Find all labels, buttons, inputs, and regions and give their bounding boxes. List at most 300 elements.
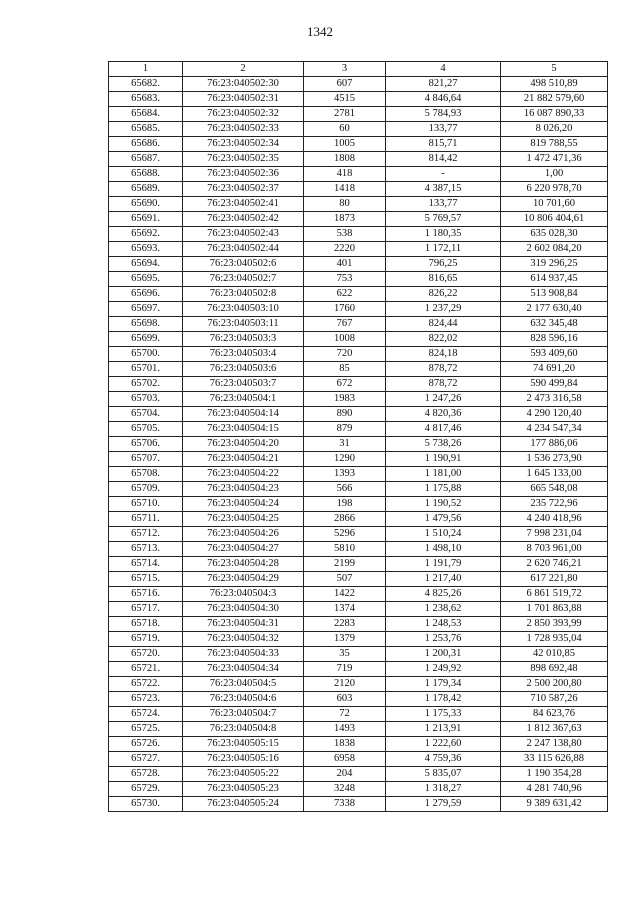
table-cell: 65700. (109, 347, 183, 362)
table-cell: 4 387,15 (386, 182, 501, 197)
table-cell: 753 (304, 272, 386, 287)
table-row (109, 497, 608, 512)
table-cell: 42 010,85 (501, 647, 608, 662)
table-cell: 65684. (109, 107, 183, 122)
table-cell: 65724. (109, 707, 183, 722)
table-cell: 2120 (304, 677, 386, 692)
table-cell: 1 175,33 (386, 707, 501, 722)
table-cell: 890 (304, 407, 386, 422)
table-row (109, 212, 608, 227)
table-row (109, 632, 608, 647)
table-cell: 401 (304, 257, 386, 272)
table-cell: 76:23:040504:6 (183, 692, 304, 707)
table-cell: 1 175,88 (386, 482, 501, 497)
table-cell: 84 623,76 (501, 707, 608, 722)
table-row (109, 722, 608, 737)
table-cell: 2220 (304, 242, 386, 257)
table-cell: 720 (304, 347, 386, 362)
table-cell: 76:23:040504:33 (183, 647, 304, 662)
table-row (109, 677, 608, 692)
table-cell: 65696. (109, 287, 183, 302)
table-cell: 76:23:040504:3 (183, 587, 304, 602)
table-cell: 65718. (109, 617, 183, 632)
table-cell: 5296 (304, 527, 386, 542)
table-row (109, 782, 608, 797)
table-row (109, 617, 608, 632)
table-cell: 607 (304, 77, 386, 92)
table-cell: 1 178,42 (386, 692, 501, 707)
table-header-row (109, 62, 608, 77)
table-row (109, 752, 608, 767)
table-cell: 593 409,60 (501, 347, 608, 362)
table-cell: 822,02 (386, 332, 501, 347)
table-cell: 65692. (109, 227, 183, 242)
table-cell: 65709. (109, 482, 183, 497)
table-cell: 1 472 471,36 (501, 152, 608, 167)
table-cell: 133,77 (386, 197, 501, 212)
table-cell: 824,18 (386, 347, 501, 362)
table-cell: 513 908,84 (501, 287, 608, 302)
table-cell: 3248 (304, 782, 386, 797)
table-cell: 1 812 367,63 (501, 722, 608, 737)
table-cell: 76:23:040503:7 (183, 377, 304, 392)
table-cell: 879 (304, 422, 386, 437)
table-cell: 65713. (109, 542, 183, 557)
table-cell: 1005 (304, 137, 386, 152)
table-cell: 65717. (109, 602, 183, 617)
table-cell: 16 087 890,33 (501, 107, 608, 122)
table-row (109, 347, 608, 362)
table-cell: 6958 (304, 752, 386, 767)
table-cell: 76:23:040502:31 (183, 92, 304, 107)
table-cell: 538 (304, 227, 386, 242)
table-cell: 4 817,46 (386, 422, 501, 437)
table-row (109, 692, 608, 707)
table-cell: 76:23:040504:29 (183, 572, 304, 587)
table-cell: 4 281 740,96 (501, 782, 608, 797)
table-cell: 898 692,48 (501, 662, 608, 677)
table-cell: 5 769,57 (386, 212, 501, 227)
table-cell: 1 190,52 (386, 497, 501, 512)
table-row (109, 587, 608, 602)
table-cell: 76:23:040502:8 (183, 287, 304, 302)
table-cell: 76:23:040504:21 (183, 452, 304, 467)
table-cell: 65708. (109, 467, 183, 482)
table-cell: 76:23:040505:23 (183, 782, 304, 797)
table-cell: 65686. (109, 137, 183, 152)
table-cell: 1 247,26 (386, 392, 501, 407)
table-cell: 65710. (109, 497, 183, 512)
table-cell: 65707. (109, 452, 183, 467)
table-row (109, 662, 608, 677)
table-cell: 65683. (109, 92, 183, 107)
table-row (109, 482, 608, 497)
table-cell: 6 861 519,72 (501, 587, 608, 602)
table-cell: 65697. (109, 302, 183, 317)
table-cell: 85 (304, 362, 386, 377)
table-cell: 76:23:040504:1 (183, 392, 304, 407)
table-cell: 65704. (109, 407, 183, 422)
table-cell: 498 510,89 (501, 77, 608, 92)
table-cell: 710 587,26 (501, 692, 608, 707)
table-row (109, 572, 608, 587)
table-cell: 8 026,20 (501, 122, 608, 137)
table-cell: 76:23:040504:7 (183, 707, 304, 722)
table-cell: 65727. (109, 752, 183, 767)
table-cell: 65719. (109, 632, 183, 647)
table-cell: 65723. (109, 692, 183, 707)
table-cell: 2 473 316,58 (501, 392, 608, 407)
table-cell: 35 (304, 647, 386, 662)
table-cell: 1 728 935,04 (501, 632, 608, 647)
table-cell: 603 (304, 692, 386, 707)
table-cell: 76:23:040504:8 (183, 722, 304, 737)
table-cell: 1 479,56 (386, 512, 501, 527)
table-cell: 4515 (304, 92, 386, 107)
table-cell: 76:23:040504:31 (183, 617, 304, 632)
table-cell: 204 (304, 767, 386, 782)
table-cell: 1290 (304, 452, 386, 467)
table-cell: 4 234 547,34 (501, 422, 608, 437)
table-cell: 8 703 961,00 (501, 542, 608, 557)
table-cell: 828 596,16 (501, 332, 608, 347)
table-row (109, 122, 608, 137)
table-cell: 76:23:040502:33 (183, 122, 304, 137)
table-cell: 65726. (109, 737, 183, 752)
table-row (109, 512, 608, 527)
cadastral-value-table (108, 61, 608, 812)
table-row (109, 452, 608, 467)
table-row (109, 707, 608, 722)
table-cell: 2 247 138,80 (501, 737, 608, 752)
column-header: 4 (386, 62, 501, 77)
table-cell: 65729. (109, 782, 183, 797)
table-cell: 76:23:040502:35 (183, 152, 304, 167)
table-cell: 7 998 231,04 (501, 527, 608, 542)
table-cell: 2 500 200,80 (501, 677, 608, 692)
table-row (109, 737, 608, 752)
table-cell: 65706. (109, 437, 183, 452)
table-cell: 1 200,31 (386, 647, 501, 662)
column-header: 2 (183, 62, 304, 77)
table-row (109, 92, 608, 107)
table-cell: 796,25 (386, 257, 501, 272)
table-row (109, 287, 608, 302)
table-cell: 65721. (109, 662, 183, 677)
table-cell: 816,65 (386, 272, 501, 287)
table-cell: 9 389 631,42 (501, 797, 608, 812)
table-cell: 1 213,91 (386, 722, 501, 737)
table-cell: 177 886,06 (501, 437, 608, 452)
table-cell: 632 345,48 (501, 317, 608, 332)
table-cell: 65702. (109, 377, 183, 392)
table-cell: 1 222,60 (386, 737, 501, 752)
table-cell: 1 237,29 (386, 302, 501, 317)
table-cell: 76:23:040504:34 (183, 662, 304, 677)
table-cell: 76:23:040502:42 (183, 212, 304, 227)
table-cell: 2 177 630,40 (501, 302, 608, 317)
table-cell: 60 (304, 122, 386, 137)
table-row (109, 377, 608, 392)
table-cell: 1 172,11 (386, 242, 501, 257)
table-cell: 4 290 120,40 (501, 407, 608, 422)
table-cell: 1493 (304, 722, 386, 737)
table-cell: 65720. (109, 647, 183, 662)
table-row (109, 362, 608, 377)
table-cell: 665 548,08 (501, 482, 608, 497)
table-cell: 65712. (109, 527, 183, 542)
table-cell: 76:23:040504:28 (183, 557, 304, 572)
table-cell: - (386, 167, 501, 182)
table-cell: 76:23:040503:3 (183, 332, 304, 347)
table-cell: 31 (304, 437, 386, 452)
table-cell: 76:23:040504:20 (183, 437, 304, 452)
table-cell: 76:23:040505:16 (183, 752, 304, 767)
table-cell: 65698. (109, 317, 183, 332)
table-row (109, 107, 608, 122)
table-cell: 1 536 273,90 (501, 452, 608, 467)
table-cell: 767 (304, 317, 386, 332)
table-row (109, 152, 608, 167)
table-cell: 65730. (109, 797, 183, 812)
table-cell: 1 190,91 (386, 452, 501, 467)
table-cell: 2 602 084,20 (501, 242, 608, 257)
table-cell: 65693. (109, 242, 183, 257)
table-row (109, 527, 608, 542)
table-cell: 507 (304, 572, 386, 587)
table-cell: 6 220 978,70 (501, 182, 608, 197)
table-cell: 2781 (304, 107, 386, 122)
table-cell: 1983 (304, 392, 386, 407)
table-cell: 1838 (304, 737, 386, 752)
table-cell: 76:23:040503:4 (183, 347, 304, 362)
table-cell: 76:23:040504:5 (183, 677, 304, 692)
table-cell: 76:23:040504:27 (183, 542, 304, 557)
table-cell: 622 (304, 287, 386, 302)
table-cell: 319 296,25 (501, 257, 608, 272)
table-cell: 65714. (109, 557, 183, 572)
table-cell: 635 028,30 (501, 227, 608, 242)
table-cell: 76:23:040504:25 (183, 512, 304, 527)
table-cell: 1 249,92 (386, 662, 501, 677)
table-cell: 76:23:040502:37 (183, 182, 304, 197)
table-cell: 4 825,26 (386, 587, 501, 602)
table-cell: 76:23:040503:6 (183, 362, 304, 377)
table-cell: 76:23:040505:24 (183, 797, 304, 812)
table-row (109, 797, 608, 812)
table-body (109, 77, 608, 812)
table-cell: 198 (304, 497, 386, 512)
table-cell: 76:23:040503:11 (183, 317, 304, 332)
table-cell: 7338 (304, 797, 386, 812)
table-cell: 65703. (109, 392, 183, 407)
table-cell: 65689. (109, 182, 183, 197)
table-cell: 826,22 (386, 287, 501, 302)
table-cell: 76:23:040504:14 (183, 407, 304, 422)
table-cell: 76:23:040504:23 (183, 482, 304, 497)
table-row (109, 557, 608, 572)
table-row (109, 437, 608, 452)
table-cell: 4 759,36 (386, 752, 501, 767)
table-cell: 1 191,79 (386, 557, 501, 572)
table-cell: 76:23:040503:10 (183, 302, 304, 317)
table-cell: 5 738,26 (386, 437, 501, 452)
table-cell: 76:23:040502:41 (183, 197, 304, 212)
table-cell: 1374 (304, 602, 386, 617)
table-cell: 815,71 (386, 137, 501, 152)
table-cell: 76:23:040502:44 (183, 242, 304, 257)
table-cell: 10 806 404,61 (501, 212, 608, 227)
table-cell: 1 645 133,00 (501, 467, 608, 482)
table-cell: 2 850 393,99 (501, 617, 608, 632)
table-cell: 65705. (109, 422, 183, 437)
table-cell: 1808 (304, 152, 386, 167)
table-cell: 76:23:040502:43 (183, 227, 304, 242)
table-cell: 878,72 (386, 362, 501, 377)
table-cell: 1 498,10 (386, 542, 501, 557)
table-row (109, 197, 608, 212)
table-cell: 4 820,36 (386, 407, 501, 422)
table-cell: 1 217,40 (386, 572, 501, 587)
table-row (109, 647, 608, 662)
table-cell: 590 499,84 (501, 377, 608, 392)
table-cell: 72 (304, 707, 386, 722)
table-row (109, 302, 608, 317)
table-cell: 1,00 (501, 167, 608, 182)
table-cell: 76:23:040502:30 (183, 77, 304, 92)
table-cell: 1422 (304, 587, 386, 602)
table-row (109, 602, 608, 617)
table-cell: 1 701 863,88 (501, 602, 608, 617)
table-cell: 235 722,96 (501, 497, 608, 512)
table-cell: 1 181,00 (386, 467, 501, 482)
table-cell: 1 318,27 (386, 782, 501, 797)
column-header: 1 (109, 62, 183, 77)
table-cell: 33 115 626,88 (501, 752, 608, 767)
table-cell: 1 510,24 (386, 527, 501, 542)
table-cell: 76:23:040502:34 (183, 137, 304, 152)
table-cell: 76:23:040504:24 (183, 497, 304, 512)
table-row (109, 242, 608, 257)
table-row (109, 332, 608, 347)
table-row (109, 467, 608, 482)
table-cell: 65690. (109, 197, 183, 212)
table-cell: 76:23:040505:22 (183, 767, 304, 782)
table-row (109, 272, 608, 287)
table-cell: 76:23:040504:22 (183, 467, 304, 482)
table-row (109, 542, 608, 557)
table-cell: 65701. (109, 362, 183, 377)
table-cell: 65694. (109, 257, 183, 272)
table-cell: 719 (304, 662, 386, 677)
table-row (109, 77, 608, 92)
table-cell: 65728. (109, 767, 183, 782)
table-cell: 65691. (109, 212, 183, 227)
table-row (109, 407, 608, 422)
table-row (109, 167, 608, 182)
table-cell: 614 937,45 (501, 272, 608, 287)
table-row (109, 767, 608, 782)
table-cell: 617 221,80 (501, 572, 608, 587)
table-cell: 1 248,53 (386, 617, 501, 632)
table-cell: 672 (304, 377, 386, 392)
table-cell: 1379 (304, 632, 386, 647)
table-cell: 418 (304, 167, 386, 182)
table-cell: 76:23:040502:6 (183, 257, 304, 272)
column-header: 3 (304, 62, 386, 77)
table-cell: 4 846,64 (386, 92, 501, 107)
table-cell: 1418 (304, 182, 386, 197)
table-cell: 76:23:040502:7 (183, 272, 304, 287)
table-cell: 76:23:040505:15 (183, 737, 304, 752)
table-cell: 65699. (109, 332, 183, 347)
table-cell: 80 (304, 197, 386, 212)
table-cell: 21 882 579,60 (501, 92, 608, 107)
table-cell: 65695. (109, 272, 183, 287)
table-row (109, 422, 608, 437)
table-cell: 821,27 (386, 77, 501, 92)
table-cell: 76:23:040504:32 (183, 632, 304, 647)
table-cell: 65688. (109, 167, 183, 182)
table-cell: 878,72 (386, 377, 501, 392)
table-cell: 2199 (304, 557, 386, 572)
table-cell: 65722. (109, 677, 183, 692)
table-cell: 65685. (109, 122, 183, 137)
table-cell: 133,77 (386, 122, 501, 137)
table-cell: 1 190 354,28 (501, 767, 608, 782)
table-cell: 5810 (304, 542, 386, 557)
table-cell: 4 240 418,96 (501, 512, 608, 527)
table-cell: 5 784,93 (386, 107, 501, 122)
table-cell: 1 279,59 (386, 797, 501, 812)
table-row (109, 182, 608, 197)
table-row (109, 257, 608, 272)
table-cell: 76:23:040504:26 (183, 527, 304, 542)
table-cell: 1 253,76 (386, 632, 501, 647)
table-cell: 65716. (109, 587, 183, 602)
table-cell: 1008 (304, 332, 386, 347)
table-cell: 1760 (304, 302, 386, 317)
table-cell: 10 701,60 (501, 197, 608, 212)
table-cell: 76:23:040502:36 (183, 167, 304, 182)
table-cell: 1 179,34 (386, 677, 501, 692)
table-cell: 819 788,55 (501, 137, 608, 152)
table-row (109, 137, 608, 152)
table-row (109, 227, 608, 242)
table-cell: 76:23:040504:15 (183, 422, 304, 437)
table-cell: 1873 (304, 212, 386, 227)
table-cell: 76:23:040502:32 (183, 107, 304, 122)
table-cell: 65682. (109, 77, 183, 92)
table-row (109, 392, 608, 407)
table-cell: 814,42 (386, 152, 501, 167)
table-cell: 2866 (304, 512, 386, 527)
table-cell: 824,44 (386, 317, 501, 332)
table-cell: 2 620 746,21 (501, 557, 608, 572)
column-header: 5 (501, 62, 608, 77)
table-cell: 65687. (109, 152, 183, 167)
table-cell: 5 835,07 (386, 767, 501, 782)
table-cell: 1 238,62 (386, 602, 501, 617)
page-number: 1342 (307, 24, 333, 39)
table-cell: 65725. (109, 722, 183, 737)
table-cell: 65715. (109, 572, 183, 587)
table-cell: 2283 (304, 617, 386, 632)
table-row (109, 317, 608, 332)
table-cell: 74 691,20 (501, 362, 608, 377)
table-cell: 1 180,35 (386, 227, 501, 242)
table-cell: 1393 (304, 467, 386, 482)
